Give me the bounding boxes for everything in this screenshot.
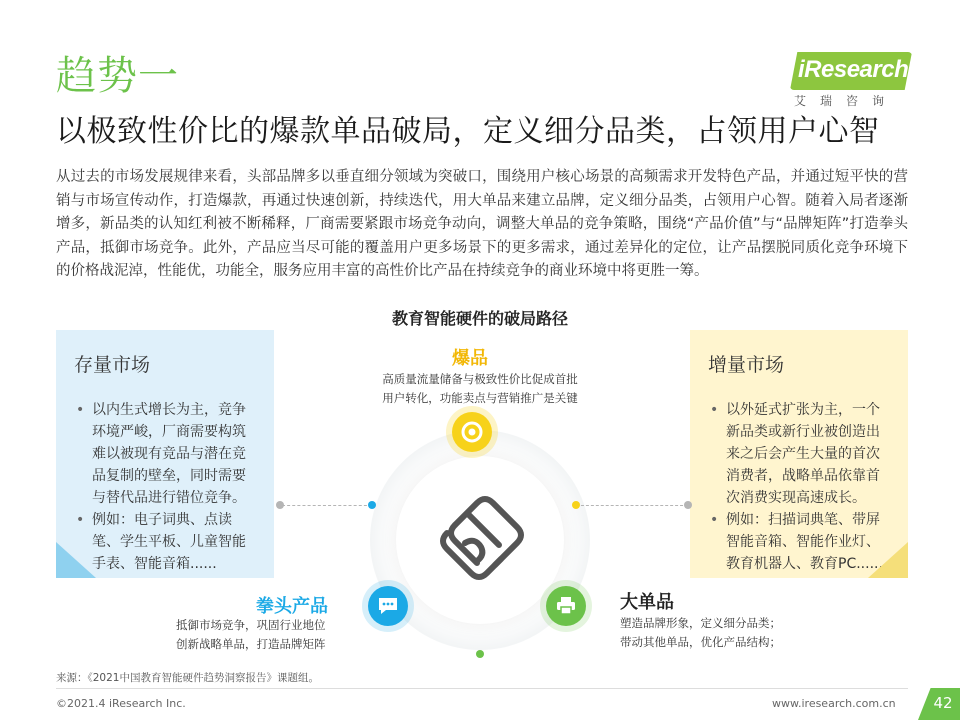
stock-market-list [74,399,254,575]
intro-paragraph: 从过去的市场发展规律来看，头部品牌多以垂直细分领域为突破口，围绕用户核心场景的高频需求开发特色产品，并通过短平快的营销与市场宣传动作，打造爆款，再通过快速创新，持续迭代，用大单品来建立品牌，定义细分品类，占领用户心智。随着入局者逐渐增多，新品类的认知红利被不断稀释，厂商需要紧跟市场竞争动向，调整大单品的竞争策略，围绕“产品价值”与“品牌矩阵”打造拳头产品，抵御市场竞争。此外，产品应当尽可能的覆盖用户更多场景下的更多需求，通过差异化的定位，让产品摆脱同质化竞争环境下的价格战泥淖，性能优，功能全，服务应用丰富的高性价比产品在持续竞争的商业环境中将更胜一筹。 [56,169,908,279]
list-item: • 例如：扫描词典笔、带屏智能音箱、智能作业灯、教育机器人、教育PC...... [708,509,888,575]
flagship-product-node [368,586,408,626]
hot-product-title: 爆品 [452,348,488,369]
diagram-title: 教育智能硬件的破局路径 [391,309,568,328]
card-fold-corner [868,542,908,578]
website-link[interactable]: www.iresearch.com.cn [772,697,896,710]
connector-dot [276,501,284,509]
list-item: • 以内生式增长为主，竞争环境严峻，厂商需要构筑难以被现有竞品与潜在竞品复制的壁垒，同时需要与替代品进行错位竞争。 [74,399,254,509]
desc-line: 带动其他单品，优化产品结构； [620,635,781,649]
stock-market-heading: 存量市场 [74,354,151,376]
desc-line: 抵御市场竞争，巩固行业地位 [176,618,326,632]
desc-line: 高质量流量储备与极致性价比促成首批 [382,372,578,386]
connector-dot-green [476,650,484,658]
connector-left [282,505,372,506]
list-item: • 以外延式扩张为主，一个新品类或新行业被创造出来之后会产生大量的首次消费者，战略单品依靠首次消费实现高速成长。 [708,399,888,509]
logo-cn-text: 艾瑞咨询 [794,94,899,108]
footer-divider [56,688,908,689]
card-fold-corner [56,542,96,578]
big-single-product-node [546,586,586,626]
big-single-product-title: 大单品 [620,592,674,613]
incremental-market-card [690,330,908,578]
list-item: • 例如：电子词典、点读笔、学生平板、儿童智能手表、智能音箱...... [74,509,254,575]
page-heading: 趋势一 [56,53,179,99]
printer-icon [555,596,577,616]
desc-line: 创新战略单品，打造品牌矩阵 [176,637,326,651]
connector-right [576,505,688,506]
copyright-text: ©2021.4 iResearch Inc. [56,697,186,710]
iresearch-logo [790,52,912,110]
connector-dot [684,501,692,509]
chat-icon [377,596,399,616]
flagship-product-desc [176,616,356,654]
page-number: 42 [933,694,953,712]
incremental-market-list [708,399,888,575]
incremental-market-heading: 增量市场 [708,354,785,376]
target-icon [461,421,483,443]
source-note: 来源：《2021中国教育智能硬件趋势洞察报告》课题组。 [56,672,319,684]
stock-market-card [56,330,274,578]
connector-dot-yellow [572,501,580,509]
logo-brand-text: iResearch [798,56,909,83]
page-subtitle: 以极致性价比的爆款单品破局，定义细分品类，占领用户心智 [56,114,880,149]
hot-product-desc [360,370,600,408]
connector-dot-blue [368,501,376,509]
desc-line: 塑造品牌形象，定义细分品类； [620,616,781,630]
fist-icon [425,485,535,595]
big-single-product-desc [620,614,820,652]
hot-product-node [452,412,492,452]
flagship-product-title: 拳头产品 [256,596,328,617]
desc-line: 用户转化，功能卖点与营销推广是关键 [382,391,578,405]
